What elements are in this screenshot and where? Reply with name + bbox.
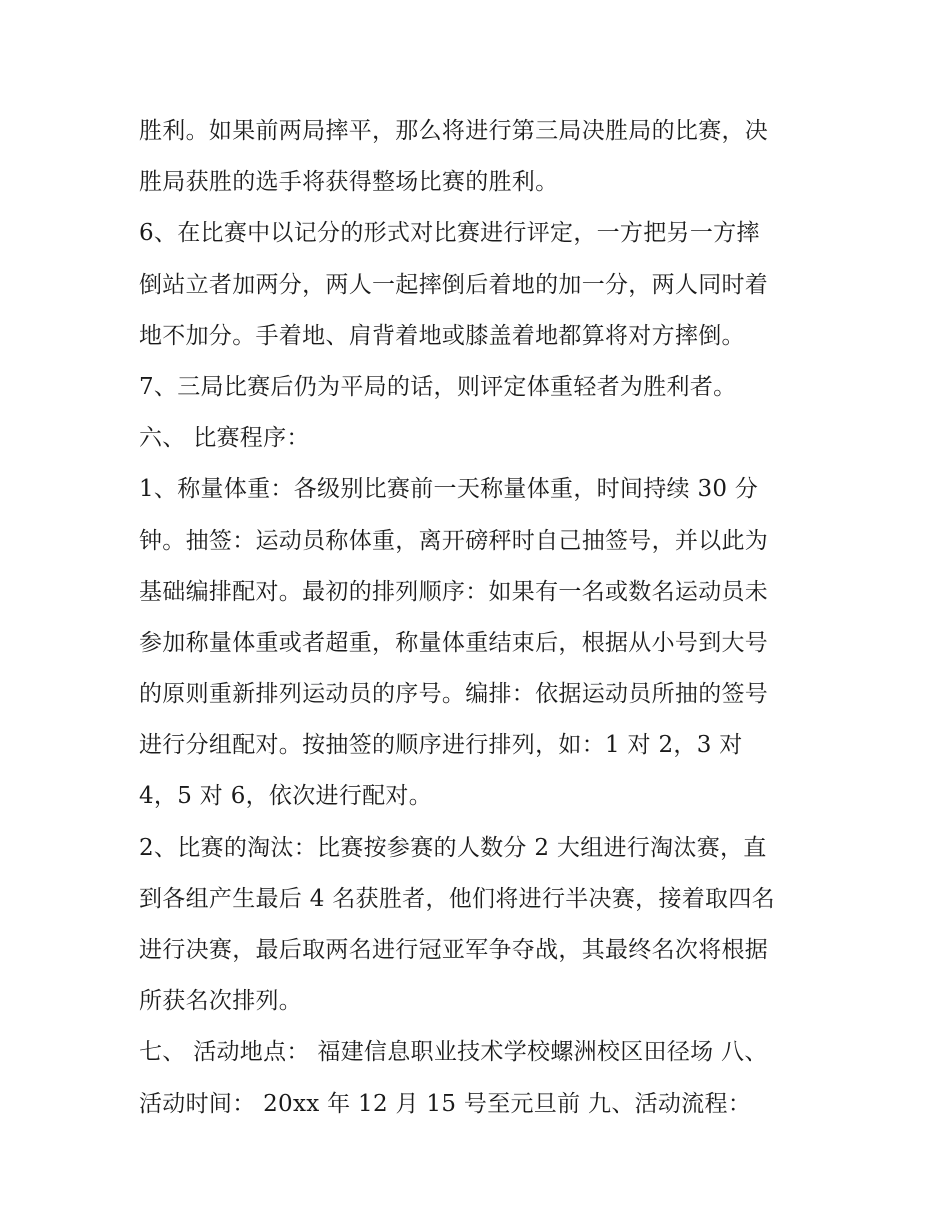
- text-line: 进行决赛，最后取两名进行冠亚军争夺战，其最终名次将根据: [139, 937, 769, 963]
- text-line: 2、比赛的淘汰：比赛按参赛的人数分 2 大组进行淘汰赛，直: [139, 834, 767, 861]
- text-line: 4，5 对 6，依次进行配对。: [139, 783, 433, 810]
- text-line: 胜局获胜的选手将获得整场比赛的胜利。: [139, 169, 559, 196]
- text-line: 基础编排配对。最初的排列顺序：如果有一名或数名运动员未: [139, 578, 769, 605]
- document-body: [139, 106, 829, 1130]
- text-line: 参加称量体重或者超重，称量体重结束后，根据从小号到大号: [139, 629, 769, 656]
- text-line: 1、称量体重：各级别比赛前一天称量体重，时间持续 30 分: [139, 476, 759, 503]
- text-line: 倒站立者加两分，两人一起摔倒后着地的加一分，两人同时着: [139, 271, 769, 298]
- text-line: 进行分组配对。按抽签的顺序进行排列，如：1 对 2，3 对: [139, 732, 743, 759]
- section-heading: 活动时间： 20xx 年 12 月 15 号至元旦前 九、活动流程：: [139, 1090, 752, 1117]
- text-line: 胜利。如果前两局摔平，那么将进行第三局决胜局的比赛，决: [139, 118, 769, 144]
- section-heading: 七、 活动地点： 福建信息职业技术学校螺洲校区田径场 八、: [139, 1039, 768, 1066]
- section-heading: 六、 比赛程序：: [139, 425, 310, 452]
- text-line: 7、三局比赛后仍为平局的话，则评定体重轻者为胜利者。: [139, 373, 737, 400]
- text-line: 所获名次排列。: [139, 988, 303, 1015]
- text-line: 的原则重新排列运动员的序号。编排：依据运动员所抽的签号: [139, 681, 769, 708]
- text-line: 到各组产生最后 4 名获胜者，他们将进行半决赛，接着取四名: [139, 885, 775, 912]
- text-line: 钟。抽签：运动员称体重，离开磅秤时自己抽签号，并以此为: [139, 527, 769, 554]
- text-line: 6、在比赛中以记分的形式对比赛进行评定，一方把另一方摔: [139, 220, 760, 247]
- text-line: 地不加分。手着地、肩背着地或膝盖着地都算将对方摔倒。: [139, 322, 745, 349]
